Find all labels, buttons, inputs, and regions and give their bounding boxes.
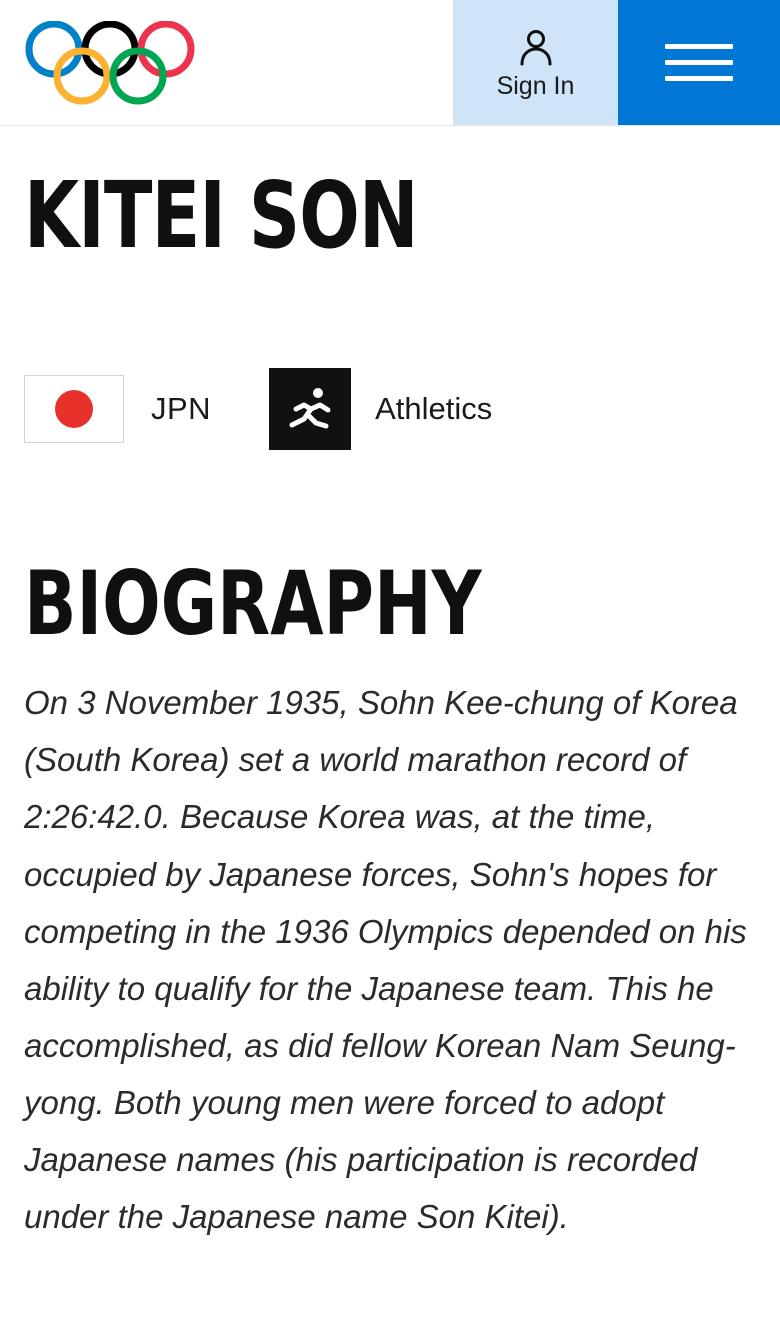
hamburger-menu-icon <box>665 44 733 81</box>
flag-disc <box>55 390 93 428</box>
japan-flag-icon <box>24 375 124 443</box>
biography-text: On 3 November 1935, Sohn Kee-chung of Korea (South Korea) set a world marathon record of 2:26:42.0. Because Korea was, at the time, occupied by Japanese forces, Sohn's hopes for competing in the 1936 Olympics depended on his ability to qualify for the Japanese team. This he accomplished, as did fellow Korean Nam Seung-yong. Both young men were forced to adopt Japanese names (his participation is recorded under the Japanese name Son Kitei). <box>24 684 747 1236</box>
athlete-profile <box>0 162 780 1245</box>
biography-heading: BIOGRAPHY <box>24 552 482 656</box>
hamburger-menu-button[interactable] <box>618 0 780 125</box>
athlete-meta-row <box>24 368 756 450</box>
sign-in-button[interactable] <box>453 0 618 125</box>
sport-label: Athletics <box>375 391 493 427</box>
user-icon <box>514 26 558 70</box>
page-title: KITEI SON <box>24 162 418 269</box>
sign-in-label: Sign In <box>496 72 575 100</box>
country-code: JPN <box>151 391 212 427</box>
site-header <box>0 0 780 126</box>
athletics-icon <box>269 368 351 450</box>
olympic-logo-link[interactable] <box>0 0 453 125</box>
olympic-rings-logo <box>24 21 202 105</box>
